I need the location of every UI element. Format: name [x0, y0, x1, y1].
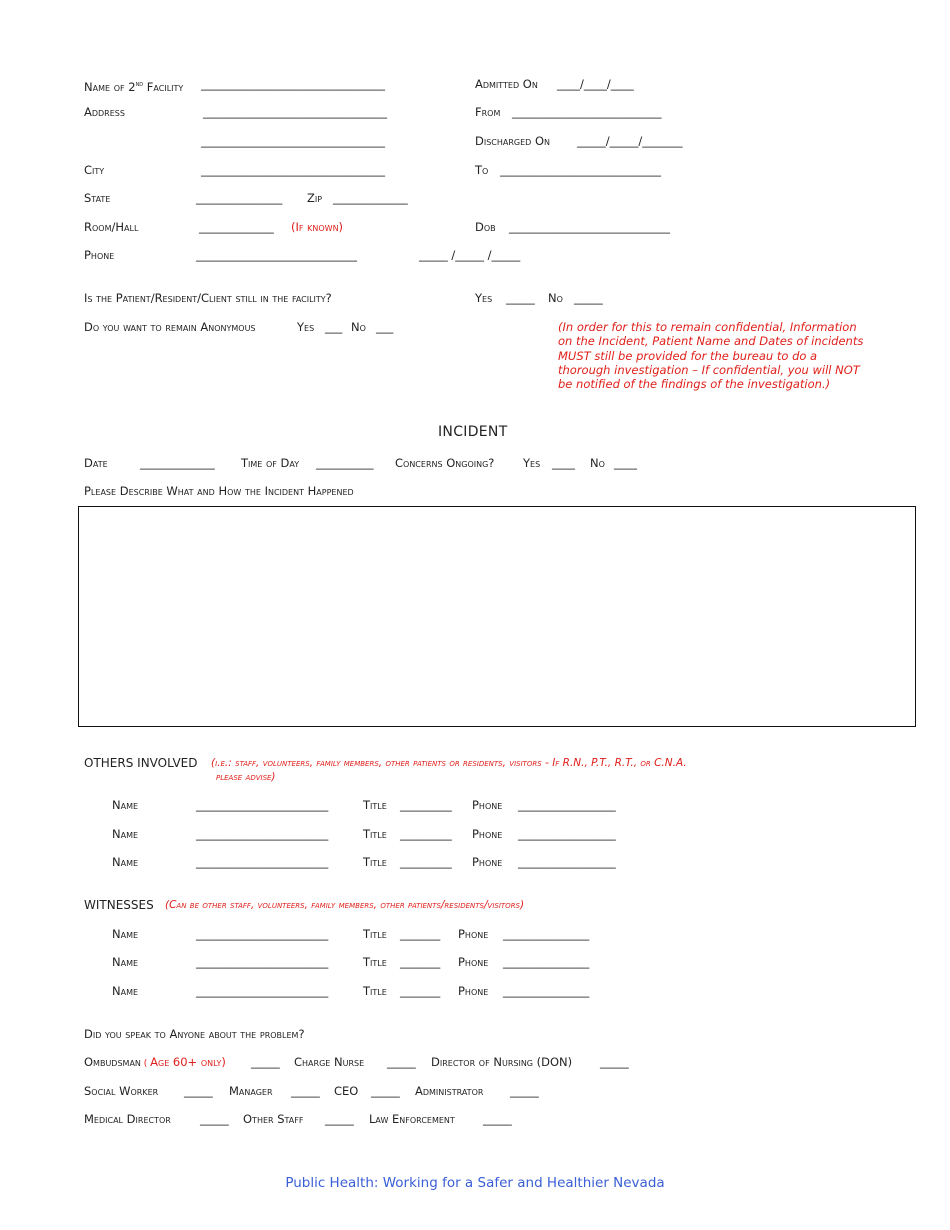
anonymous-question: Do you want to remain Anonymous — [84, 320, 256, 334]
incident-date-field[interactable]: _____________ — [140, 456, 215, 470]
to-label: To — [475, 163, 489, 177]
medical-director-field[interactable]: _____ — [200, 1112, 229, 1126]
other-staff-field[interactable]: _____ — [325, 1112, 354, 1126]
room-note: (If known) — [291, 220, 344, 234]
others-name-field[interactable]: _______________________ — [196, 827, 329, 841]
time-of-day-label: Time of Day — [241, 456, 300, 470]
to-field[interactable]: ____________________________ — [500, 163, 661, 177]
concerns-no-field[interactable]: ____ — [614, 456, 637, 470]
others-name-label: Name — [112, 798, 139, 812]
concerns-no-label: No — [590, 456, 605, 470]
witness-title-field[interactable]: _______ — [400, 927, 441, 941]
zip-field[interactable]: _____________ — [333, 191, 408, 205]
witness-name-label: Name — [112, 984, 139, 998]
others-phone-label: Phone — [472, 855, 503, 869]
witness-title-field[interactable]: _______ — [400, 984, 441, 998]
still-in-facility-question: Is the Patient/Resident/Client still in the facility? — [84, 291, 332, 305]
incident-date-label: Date — [84, 456, 108, 470]
ceo-field[interactable]: _____ — [371, 1084, 400, 1098]
others-phone-field[interactable]: _________________ — [518, 855, 616, 869]
witness-phone-label: Phone — [458, 984, 489, 998]
describe-label: Please Describe What and How the Incident Happened — [84, 484, 354, 498]
from-label: From — [475, 105, 501, 119]
witnesses-heading: WITNESSES — [84, 898, 154, 912]
footer-tagline: Public Health: Working for a Safer and Healthier Nevada — [285, 1175, 665, 1191]
others-phone-field[interactable]: _________________ — [518, 827, 616, 841]
others-phone-label: Phone — [472, 798, 503, 812]
phone-label: Phone — [84, 248, 115, 262]
zip-label: Zip — [307, 191, 323, 205]
witness-title-label: Title — [363, 955, 387, 969]
don-field[interactable]: _____ — [600, 1055, 629, 1069]
witness-phone-field[interactable]: _______________ — [503, 984, 590, 998]
phone-field[interactable]: ____________________________ — [196, 248, 357, 262]
time-of-day-field[interactable]: __________ — [316, 456, 374, 470]
others-phone-label: Phone — [472, 827, 503, 841]
room-field[interactable]: _____________ — [199, 220, 274, 234]
city-label: City — [84, 163, 105, 177]
administrator-field[interactable]: _____ — [510, 1084, 539, 1098]
social-worker-field[interactable]: _____ — [184, 1084, 213, 1098]
others-title-field[interactable]: _________ — [400, 798, 452, 812]
others-name-field[interactable]: _______________________ — [196, 798, 329, 812]
address-label: Address — [84, 105, 125, 119]
others-note-2: please advise) — [216, 771, 276, 783]
others-title-field[interactable]: _________ — [400, 855, 452, 869]
charge-nurse-field[interactable]: _____ — [387, 1055, 416, 1069]
address-field-2[interactable]: ________________________________ — [201, 134, 385, 148]
dob-label: Dob — [475, 220, 496, 234]
spoke-to-anyone-question: Did you speak to Anyone about the problem? — [84, 1027, 305, 1041]
address-field-1[interactable]: ________________________________ — [203, 105, 387, 119]
witness-phone-field[interactable]: _______________ — [503, 927, 590, 941]
ombudsman-field[interactable]: _____ — [251, 1055, 280, 1069]
still-no-field[interactable]: _____ — [574, 291, 603, 305]
dob-field[interactable]: ____________________________ — [509, 220, 670, 234]
city-field[interactable]: ________________________________ — [201, 163, 385, 177]
anon-no-label: No — [351, 320, 366, 334]
anon-yes-field[interactable]: ___ — [325, 320, 343, 334]
concerns-ongoing-label: Concerns Ongoing? — [395, 456, 495, 470]
law-enforcement-label: Law Enforcement — [369, 1112, 455, 1126]
concerns-yes-field[interactable]: ____ — [552, 456, 575, 470]
facility-name-label: Name of 2nd Facility — [84, 79, 184, 94]
state-label: State — [84, 191, 111, 205]
others-title-field[interactable]: _________ — [400, 827, 452, 841]
others-title-label: Title — [363, 798, 387, 812]
room-label: Room/Hall — [84, 220, 139, 234]
ceo-label: CEO — [334, 1084, 359, 1098]
others-note-1: (i.e.: staff, volunteers, family members, other patients or residents, visitors - If R.N., P.T., R.T., or C.N.A. — [211, 757, 687, 769]
others-name-label: Name — [112, 855, 139, 869]
others-title-label: Title — [363, 855, 387, 869]
witness-phone-field[interactable]: _______________ — [503, 955, 590, 969]
witnesses-note: (Can be other staff, volunteers, family members, other patients/residents/visitors) — [165, 899, 525, 911]
administrator-label: Administrator — [415, 1084, 484, 1098]
still-yes-label: Yes — [475, 291, 493, 305]
ombudsman-label: Ombudsman ( Age 60+ only) — [84, 1055, 226, 1069]
state-field[interactable]: _______________ — [196, 191, 283, 205]
anon-no-field[interactable]: ___ — [376, 320, 394, 334]
charge-nurse-label: Charge Nurse — [294, 1055, 365, 1069]
others-name-label: Name — [112, 827, 139, 841]
admitted-label: Admitted On — [475, 77, 538, 91]
witness-name-label: Name — [112, 955, 139, 969]
witness-title-label: Title — [363, 927, 387, 941]
law-enforcement-field[interactable]: _____ — [483, 1112, 512, 1126]
witness-name-field[interactable]: _______________________ — [196, 927, 329, 941]
still-no-label: No — [548, 291, 563, 305]
others-heading: OTHERS INVOLVED — [84, 756, 198, 770]
phone-field-2[interactable]: _____ /_____ /_____ — [419, 248, 521, 262]
witness-phone-label: Phone — [458, 927, 489, 941]
incident-description-box[interactable] — [78, 506, 916, 727]
concerns-yes-label: Yes — [523, 456, 541, 470]
witness-name-field[interactable]: _______________________ — [196, 984, 329, 998]
witness-phone-label: Phone — [458, 955, 489, 969]
discharged-field[interactable]: _____/_____/_______ — [577, 134, 683, 148]
anon-yes-label: Yes — [297, 320, 315, 334]
others-title-label: Title — [363, 827, 387, 841]
medical-director-label: Medical Director — [84, 1112, 171, 1126]
admitted-field[interactable]: ____/____/____ — [557, 77, 634, 91]
don-label: Director of Nursing (DON) — [431, 1055, 573, 1069]
other-staff-label: Other Staff — [243, 1112, 304, 1126]
witness-name-field[interactable]: _______________________ — [196, 955, 329, 969]
manager-label: Manager — [229, 1084, 273, 1098]
witness-name-label: Name — [112, 927, 139, 941]
still-yes-field[interactable]: _____ — [506, 291, 535, 305]
others-phone-field[interactable]: _________________ — [518, 798, 616, 812]
incident-heading: INCIDENT — [438, 424, 508, 440]
from-field[interactable]: __________________________ — [512, 105, 662, 119]
witness-title-label: Title — [363, 984, 387, 998]
manager-field[interactable]: _____ — [291, 1084, 320, 1098]
discharged-label: Discharged On — [475, 134, 551, 148]
witness-title-field[interactable]: _______ — [400, 955, 441, 969]
confidential-note: (In order for this to remain confidential, Information on the Incident, Patient Name and Dates of incidents MUST still be provided for the bureau to do a thorough investigation – If confidential, you will NOT be notified of the findings of the investigation.) — [558, 320, 864, 392]
social-worker-label: Social Worker — [84, 1084, 159, 1098]
others-name-field[interactable]: _______________________ — [196, 855, 329, 869]
facility-name-field[interactable]: ________________________________ — [201, 77, 385, 91]
